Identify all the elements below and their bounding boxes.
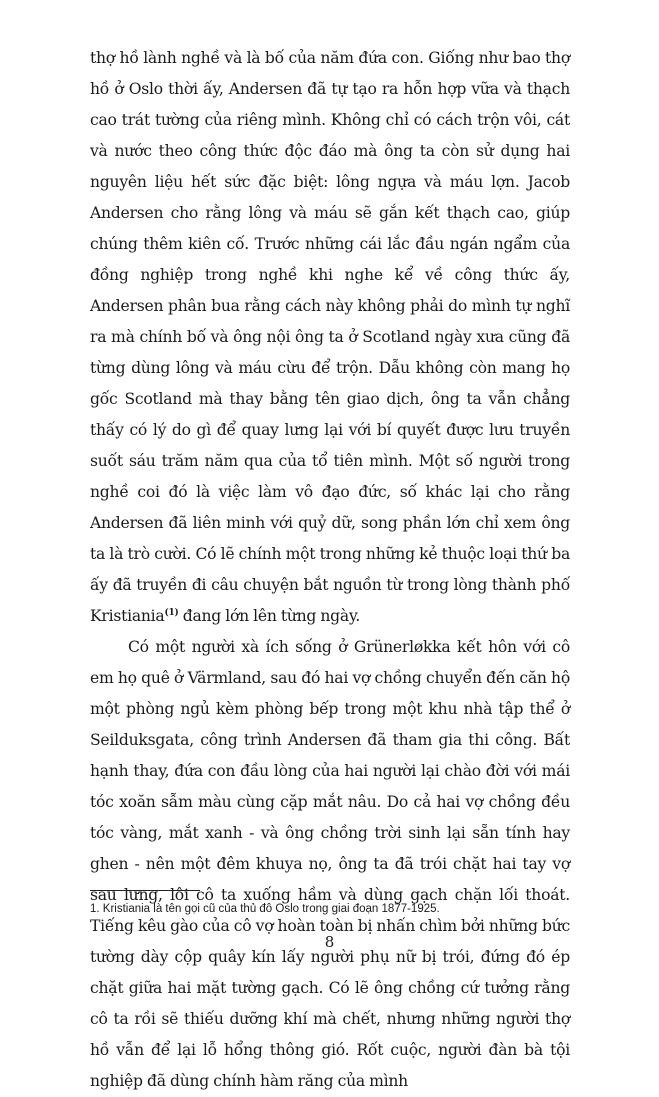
paragraph-1-text-end: đang lớn lên từng ngày. xyxy=(178,607,361,625)
footnote: 1. Kristiania là tên gọi cũ của thủ đô Oslo trong giai đoạn 1877-1925. xyxy=(90,903,440,915)
paragraph-1 xyxy=(90,43,570,632)
footnote-divider xyxy=(90,890,200,891)
footnote-reference: (1) xyxy=(164,607,179,618)
paragraph-1-text: thợ hồ lành nghề và là bố của năm đứa con. Giống như bao thợ hồ ở Oslo thời ấy, Andersen đã tự tạo ra hỗn hợp vữa và thạch cao trát tường của riêng mình. Không chỉ có cách trộn vôi, cát và nước theo công thức độc đáo mà ông ta còn sử dụng hai nguyên liệu hết sức đặc biệt: lông ngựa và máu lợn. Jacob Andersen cho rằng lông và máu sẽ gắn kết thạch cao, giúp chúng thêm kiên cố. Trước những cái lắc đầu ngán ngẩm của đồng nghiệp trong nghề khi nghe kể về công thức ấy, Andersen phân bua rằng cách này không phải do mình tự nghĩ ra mà chính bố và ông nội ông ta ở Scotland ngày xưa cũng đã từng dùng lông và máu cừu để trộn. Dẫu không còn mang họ gốc Scotland mà thay bằng tên giao dịch, ông ta vẫn chẳng thấy có lý do gì để quay lưng lại với bí quyết được lưu truyền suốt sáu trăm năm qua của tổ tiên mình. Một số người trong nghề coi đó là việc làm vô đạo đức, số khác lại cho rằng Andersen đã liên minh với quỷ dữ, song phần lớn chỉ xem ông ta là trò cười. Có lẽ chính một trong những kẻ thuộc loại thứ ba ấy đã truyền đi câu chuyện bắt nguồn từ trong lòng thành phố Kristiania xyxy=(90,49,570,625)
page-number: 8 xyxy=(324,933,335,951)
paragraph-2: Có một người xà ích sống ở Grünerløkka kết hôn với cô em họ quê ở Värmland, sau đó hai vợ chồng chuyển đến căn hộ một phòng ngủ kèm phòng bếp trong một khu nhà tập thể ở Seilduksgata, công trình Andersen đã tham gia thi công. Bất hạnh thay, đứa con đầu lòng của hai người lại chào đời với mái tóc xoăn sẫm màu cùng cặp mắt nâu. Do cả hai vợ chồng đều tóc vàng, mắt xanh - và ông chồng trời sinh lại sẵn tính hay ghen - nên một đêm khuya nọ, ông ta đã trói chặt hai tay vợ sau lưng, lôi cô ta xuống hầm và dùng gạch chặn lối thoát. Tiếng kêu gào của cô vợ hoàn toàn bị nhấn chìm bởi những bức tường dày cộp quây kín lấy người phụ nữ bị trói, đứng đó ép chặt giữa hai mặt tường gạch. Có lẽ ông chồng cứ tưởng rằng cô ta rồi sẽ thiếu dưỡng khí mà chết, nhưng những người thợ hồ vẫn để lại lỗ hổng thông gió. Rốt cuộc, người đàn bà tội nghiệp đã dùng chính hàm răng của mình xyxy=(90,638,570,1090)
